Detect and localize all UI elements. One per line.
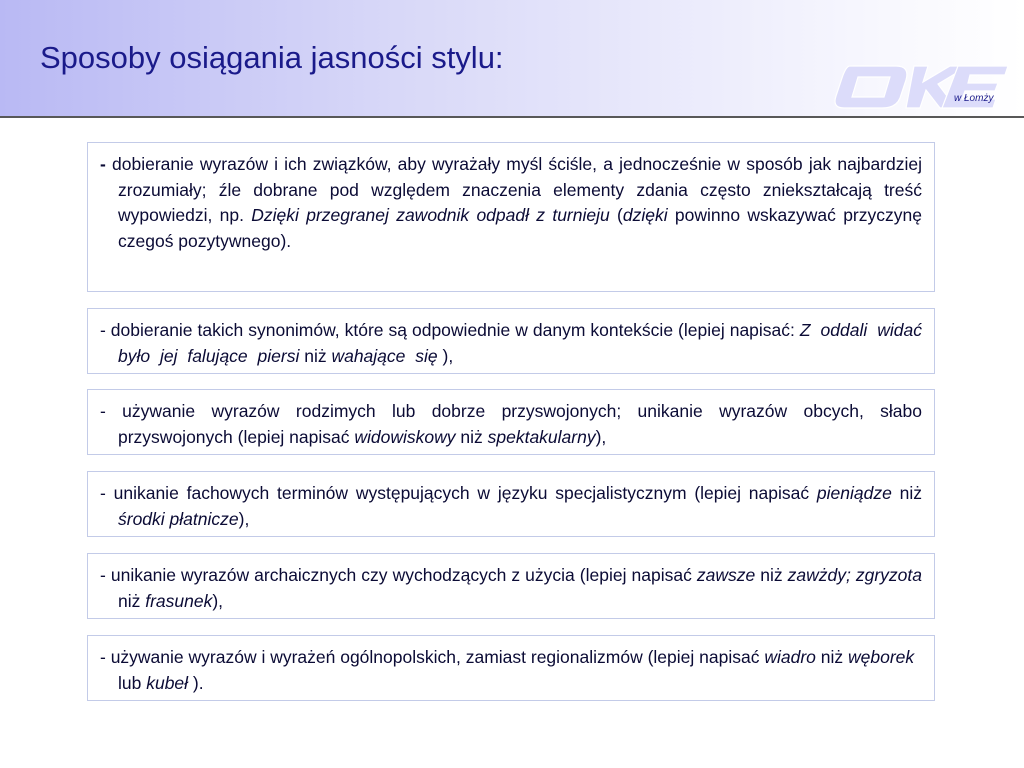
example-word: dzięki — [622, 205, 668, 225]
style-rule-text — [100, 318, 922, 369]
preferred-example: pieniądze — [816, 483, 892, 503]
oke-logo — [830, 52, 1016, 110]
rule-text: ), — [212, 590, 224, 611]
avoided-example: frasunek — [145, 590, 213, 611]
rule-text: dobieranie wyrazów i ich związków, aby wyrażały myśl ściśle, a jednocześnie w sposób jak najbardziej zrozumiały; źle dobrane pod względem znaczenia elementy zdania często zniekształcają treść wypowiedzi, np. — [105, 154, 922, 225]
rule-text: - unikanie fachowych terminów występujących w języku specjalistycznym (lepiej napisać — [100, 483, 817, 503]
avoided-example: wahające się — [331, 345, 438, 366]
avoided-example: zawżdy; zgryzota — [787, 565, 922, 585]
style-rule-text — [100, 152, 922, 254]
rule-text: ), — [437, 345, 454, 366]
style-rule-text — [100, 645, 922, 696]
rule-text: - dobieranie takich synonimów, które są odpowiednie w danym kontekście (lepiej napisać: — [100, 320, 800, 340]
rule-text: niż — [891, 483, 922, 503]
rule-text: - używanie wyrazów i wyrażeń ogólnopolskich, zamiast regionalizmów (lepiej napisać — [100, 647, 765, 667]
rule-text: niż — [118, 590, 146, 611]
style-rule-text — [100, 399, 922, 450]
rule-text: niż — [755, 565, 788, 585]
rule-text: powinno wskazywać przyczynę czegoś pozytywnego). — [118, 205, 922, 251]
bullet-dash: - — [100, 154, 106, 174]
rule-text: ), — [238, 508, 250, 529]
header-divider — [0, 116, 1024, 118]
rule-text: ( — [609, 205, 623, 225]
style-rule-box — [87, 308, 935, 374]
rule-text: niż — [815, 647, 848, 667]
avoided-example: środki płatnicze — [118, 508, 239, 529]
slide-title: Sposoby osiągania jasności stylu: — [40, 40, 504, 75]
rule-text: niż — [455, 426, 488, 447]
rule-text: niż — [299, 345, 332, 366]
style-rule-box — [87, 553, 935, 619]
preferred-example: zawsze — [696, 565, 756, 585]
style-rule-text — [100, 563, 922, 614]
style-rule-box — [87, 635, 935, 701]
logo-subtitle: w Łomży — [954, 93, 994, 104]
avoided-example: węborek — [848, 647, 915, 667]
avoided-example: spektakularny — [487, 426, 596, 447]
avoided-example: kubeł — [146, 672, 189, 693]
rule-text: ), — [595, 426, 607, 447]
preferred-example: Z oddali widać było jej falujące piersi — [118, 320, 922, 366]
style-rule-box — [87, 389, 935, 455]
preferred-example: wiadro — [764, 647, 816, 667]
example-sentence: Dzięki przegranej zawodnik odpadł z turnieju — [251, 205, 610, 225]
rule-text: - używanie wyrazów rodzimych lub dobrze przyswojonych; unikanie wyrazów obcych, słabo przyswojonych (lepiej napisać — [100, 401, 922, 447]
rule-text: - unikanie wyrazów archaicznych czy wychodzących z użycia (lepiej napisać — [100, 565, 697, 585]
rule-text: ). — [188, 672, 204, 693]
style-rule-text — [100, 481, 922, 532]
style-rule-box — [87, 471, 935, 537]
preferred-example: widowiskowy — [354, 426, 456, 447]
rule-text: lub — [118, 672, 147, 693]
style-rule-box — [87, 142, 935, 292]
